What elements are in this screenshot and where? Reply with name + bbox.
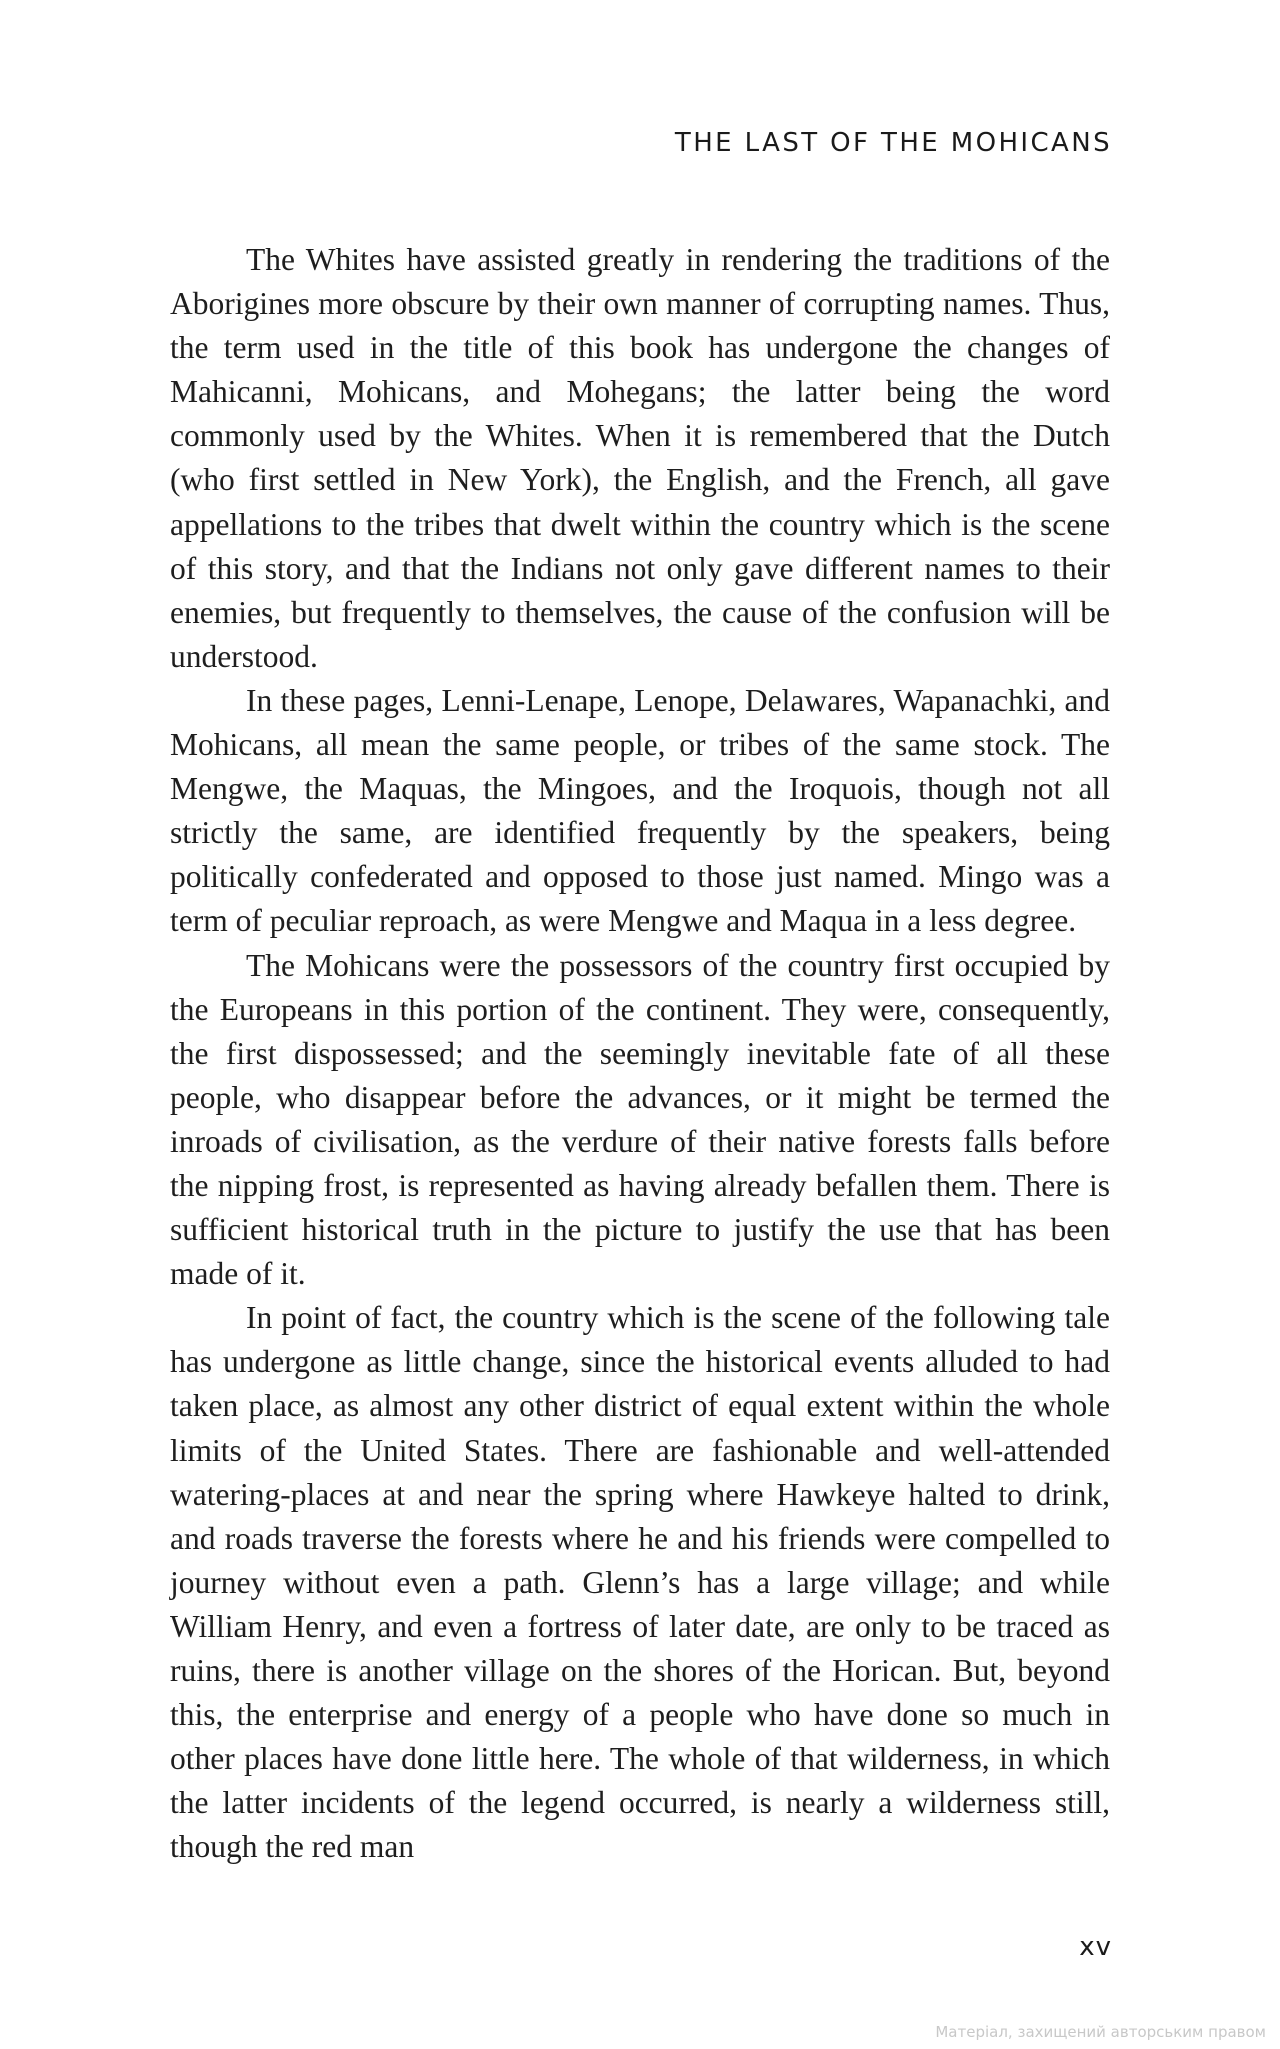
page-number: xv — [1079, 1932, 1112, 1962]
paragraph: In point of fact, the country which is the scene of the following tale has undergone as little change, since the historical events alluded to had taken place, as almost any other district of equal extent within the whole limits of the United States. There are fashionable and well-attended watering-places at and near the spring where Hawkeye halted to drink, and roads traverse the forests where he and his friends were compelled to journey without even a path. Glenn’s has a large village; and while William Henry, and even a fortress of later date, are only to be traced as ruins, there is another village on the shores of the Horican. But, beyond this, the enterprise and energy of a people who have done so much in other places have done little here. The whole of that wilderness, in which the latter incidents of the legend occurred, is nearly a wilderness still, though the red man — [170, 1300, 1110, 1865]
copyright-watermark: Матеріал, захищений авторським правом — [935, 2023, 1266, 2041]
running-head-title: THE LAST OF THE MOHICANS — [674, 128, 1112, 158]
paragraph: The Mohicans were the possessors of the country first occupied by the Europeans in this portion of the continent. They were, consequently, the first dispossessed; and the seemingly inevitable fate of all these people, who disappear before the advances, or it might be termed the inroads of civilisation, as the verdure of their native forests falls before the nipping frost, is represented as having already befallen them. There is sufficient historical truth in the picture to justify the use that has been made of it. — [170, 947, 1110, 1292]
paragraph: In these pages, Lenni-Lenape, Lenope, Delawares, Wapanachki, and Mohicans, all mean the same people, or tribes of the same stock. The Mengwe, the Maquas, the Mingoes, and the Iroquois, though not all strictly the same, are identified frequently by the speakers, being politically confederated and opposed to those just named. Mingo was a term of peculiar reproach, as were Mengwe and Maqua in a less degree. — [170, 682, 1110, 939]
paragraph: The Whites have assisted greatly in rendering the traditions of the Aborigines more obscure by their own manner of corrupting names. Thus, the term used in the title of this book has undergone the changes of Mahicanni, Mohicans, and Mohegans; the latter being the word commonly used by the Whites. When it is remembered that the Dutch (who first settled in New York), the English, and the French, all gave appellations to the tribes that dwelt within the country which is the scene of this story, and that the Indians not only gave different names to their enemies, but frequently to themselves, the cause of the confusion will be understood. — [170, 242, 1110, 674]
body-text — [170, 238, 1110, 1869]
